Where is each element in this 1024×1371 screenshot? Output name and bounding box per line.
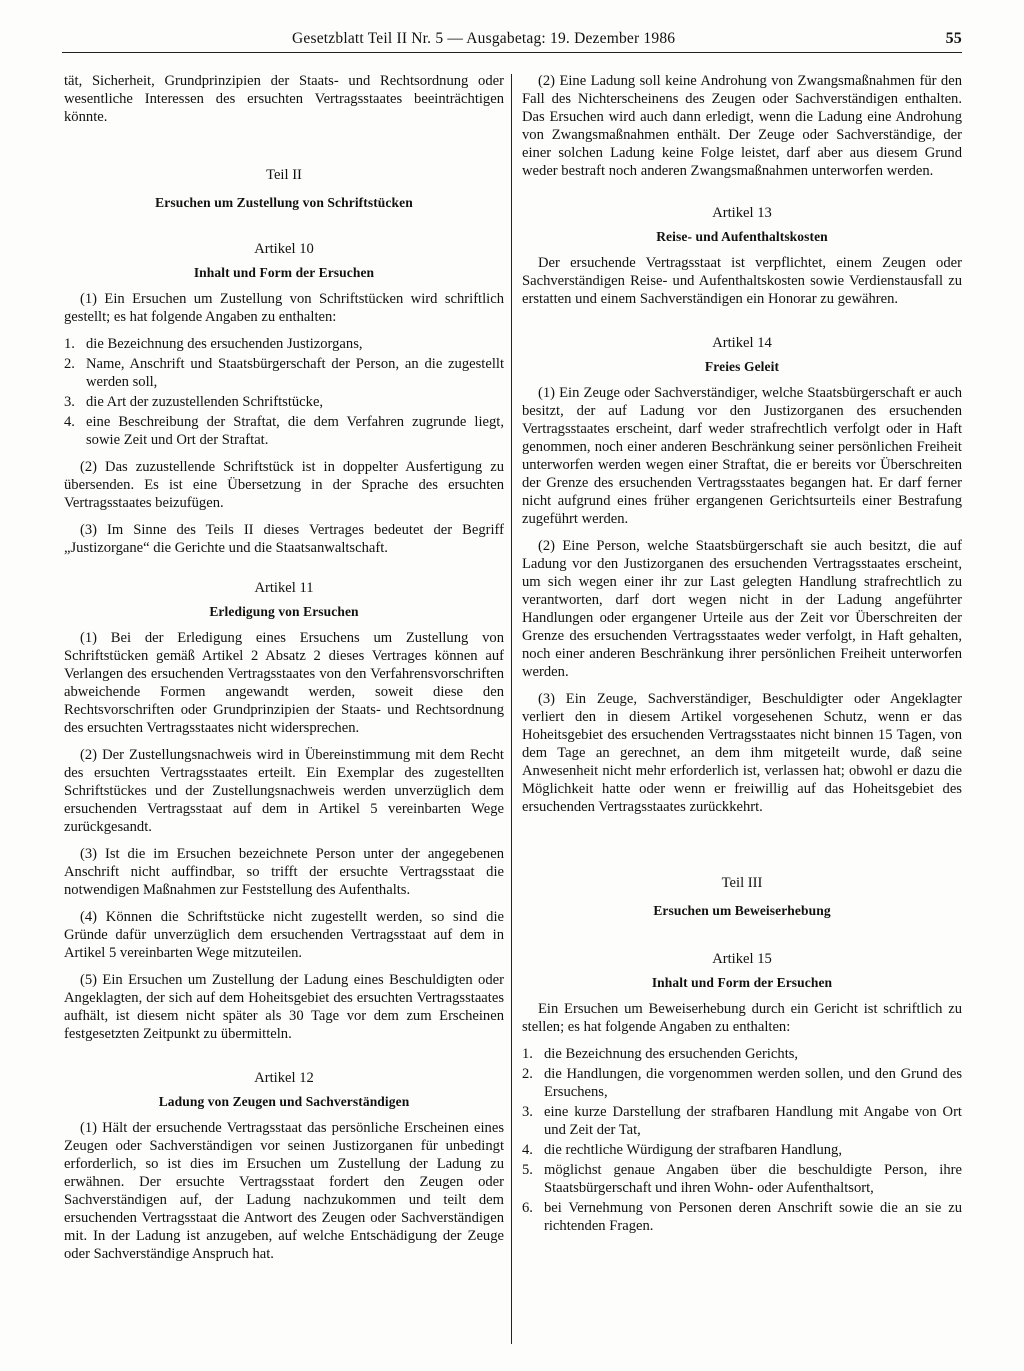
article-12-paragraph-2: (2) Eine Ladung soll keine Androhung von Zwangsmaßnahmen für den Fall des Nichterscheinens des Zeugen oder Sachverständigen enthalten. Das Ersuchen wird auch dann erledigt, wenn die Ladung eine Androhung von Zwangsmaßnahmen enthält. Der Zeuge oder Sachverständige, der einer solchen Ladung keine Folge leistet, darf aber aus diesem Grund weder bestraft noch anderen Zwangsmaßnahmen unterworfen werden. (522, 73, 962, 179)
article-10-label: Artikel 10 (254, 241, 314, 257)
list-item (522, 1141, 962, 1159)
article-12-heading: Ladung von Zeugen und Sachverständigen (158, 1094, 410, 1109)
list-item (522, 1065, 962, 1101)
list-item (64, 355, 504, 391)
list-item-text: eine kurze Darstellung der strafbaren Handlung mit Angabe von Ort und Zeit der Tat, (544, 1104, 962, 1138)
article-13-paragraph-1: Der ersuchende Vertragsstaat ist verpflichtet, einem Zeugen oder Sachverständigen Reise- und Aufenthaltskosten sowie Verdienstausfall zu erstatten und einem Sachverständigen ein Honorar zu gewähren. (522, 255, 962, 307)
article-15-list (522, 1045, 962, 1235)
intro-paragraph: tät, Sicherheit, Grundprinzipien der Staats- und Rechtsordnung oder wesentliche Interessen des ersuchten Vertragsstaates beeinträchtigen könnte. (64, 73, 504, 125)
list-item-text: die Bezeichnung des ersuchenden Justizorgans, (86, 336, 363, 352)
article-10-heading: Inhalt und Form der Ersuchen (193, 265, 375, 280)
right-column (522, 72, 962, 1244)
list-item-text: möglichst genaue Angaben über die beschuldigte Person, ihre Staatsbürgerschaft und ihren Wohn- oder Aufenthaltsort, (544, 1162, 962, 1196)
list-item (64, 335, 504, 353)
article-14-paragraph-2: (2) Eine Person, welche Staatsbürgerschaft sie auch besitzt, die auf Ladung vor den Justizorganen des ersuchenden Vertragsstaates erscheint, um sich wegen einer ihr zur Last gelegten Handlung strafrechtlich zu verantworten, darf dort wegen nicht in der Ladung angeführter Handlungen oder ergangener Urteile aus der Zeit vor Überschreiten der Grenze des ersuchenden Vertragsstaates weder verfolgt, in Haft gehalten, noch einer anderen Beschränkung ihrer persönlichen Freiheit unterworfen werden. (522, 538, 962, 680)
article-11-paragraph-2: (2) Der Zustellungsnachweis wird in Übereinstimmung mit dem Recht des ersuchten Vertragsstaates erteilt. Ein Exemplar des zugestellten Schriftstückes und der Zustellungsnachweis werden unverzüglich dem ersuchenden Vertragsstaat auf dem in Artikel 5 vereinbarten Wege zurückgesandt. (64, 747, 504, 835)
list-item (64, 393, 504, 411)
list-item-text: eine Beschreibung der Straftat, die dem Verfahren zugrunde liegt, sowie Zeit und Ort der Straftat. (86, 414, 504, 448)
article-10-list (64, 335, 504, 449)
article-10-paragraph-2: (2) Das zuzustellende Schriftstück ist in doppelter Ausfertigung zu übersenden. Es ist eine Übersetzung in der Sprache des ersuchten Vertragsstaates beizufügen. (64, 459, 504, 511)
gazette-title: Gesetzblatt Teil II Nr. 5 — Ausgabetag: 19. Dezember 1986 (292, 30, 676, 47)
list-item-number: 6. (522, 1200, 533, 1216)
list-item-number: 1. (522, 1046, 533, 1062)
list-item-text: bei Vernehmung von Personen deren Anschrift sowie die an sie zu richtenden Fragen. (544, 1200, 962, 1234)
list-item (522, 1103, 962, 1139)
header-rule (62, 52, 962, 53)
article-12-paragraph-1: (1) Hält der ersuchende Vertragsstaat das persönliche Erscheinen eines Zeugen oder Sachverständigen vor seinen Justizorganen für unbedingt erforderlich, so ist dies im Ersuchen um Zustellung der Ladung zu erwähnen. Der ersuchte Vertragsstaat fordert den Zeugen oder Sachverständigen auf, der Ladung nachzukommen und teilt dem ersuchenden Vertragsstaat die Antwort des Zeugen oder Sachverständigen mit. In der Ladung ist anzugeben, auf welche Entschädigung der Zeuge oder Sachverständige Anspruch hat. (64, 1120, 504, 1262)
list-item (522, 1045, 962, 1063)
article-10-paragraph-1: (1) Ein Ersuchen um Zustellung von Schriftstücken wird schriftlich gestellt; es hat folgende Angaben zu enthalten: (64, 291, 504, 325)
list-item-text: die Handlungen, die vorgenommen werden sollen, und den Grund des Ersuchens, (544, 1066, 962, 1100)
article-11-paragraph-4: (4) Können die Schriftstücke nicht zugestellt werden, so sind die Gründe dafür unverzüglich dem ersuchenden Vertragsstaat auf dem in Artikel 5 vereinbarten Wege mitzuteilen. (64, 909, 504, 961)
article-13-heading: Reise- und Aufenthaltskosten (656, 229, 828, 244)
list-item-text: die Art der zuzustellenden Schriftstücke, (86, 394, 324, 410)
list-item-text: die Bezeichnung des ersuchenden Gerichts, (544, 1046, 799, 1062)
list-item-number: 1. (64, 336, 75, 352)
list-item (64, 413, 504, 449)
page-header (62, 30, 962, 52)
article-10-paragraph-3: (3) Im Sinne des Teils II dieses Vertrages bedeutet der Begriff „Justizorgane“ die Gerichte und die Staatsanwaltschaft. (64, 522, 504, 556)
article-14-paragraph-3: (3) Ein Zeuge, Sachverständiger, Beschuldigter oder Angeklagter verliert den in diesem Artikel vorgesehenen Schutz, wenn er das Hoheitsgebiet des ersuchenden Vertragsstaates nicht binnen 15 Tagen, von dem Tage an gerechnet, an dem ihm mitgeteilt wurde, daß seine Anwesenheit nicht mehr erforderlich ist, verlassen hat; obwohl er dazu die Möglichkeit hatte oder wenn er freiwillig auf das Hoheitsgebiet des ersuchenden Vertragsstaates zurückkehrt. (522, 691, 962, 815)
list-item-text: Name, Anschrift und Staatsbürgerschaft der Person, an die zugestellt werden soll, (86, 356, 504, 390)
page-number: 55 (945, 30, 962, 47)
list-item-number: 4. (64, 414, 75, 430)
article-13-label: Artikel 13 (712, 205, 772, 221)
article-11-heading: Erledigung von Ersuchen (209, 604, 359, 619)
article-12-label: Artikel 12 (254, 1070, 314, 1086)
article-11-paragraph-3: (3) Ist die im Ersuchen bezeichnete Person unter der angegebenen Anschrift nicht auffindbar, so trifft der ersuchte Vertragsstaat die notwendigen Maßnahmen zur Feststellung des Aufenthalts. (64, 846, 504, 898)
part-iii-heading: Ersuchen um Beweiserhebung (653, 903, 831, 918)
list-item-text: die rechtliche Würdigung der strafbaren Handlung, (544, 1142, 842, 1158)
article-14-label: Artikel 14 (712, 335, 772, 351)
article-15-paragraph-1: Ein Ersuchen um Beweiserhebung durch ein Gericht ist schriftlich zu stellen; es hat folgende Angaben zu enthalten: (522, 1001, 962, 1035)
article-14-heading: Freies Geleit (704, 359, 780, 374)
list-item-number: 2. (522, 1066, 533, 1082)
part-iii-label: Teil III (721, 875, 763, 891)
left-column (64, 72, 504, 1272)
article-15-label: Artikel 15 (712, 951, 772, 967)
article-14-paragraph-1: (1) Ein Zeuge oder Sachverständiger, welche Staatsbürgerschaft er auch besitzt, der auf Ladung vor den Justizorganen des ersuchenden Vertragsstaates erscheint, darf weder strafrechtlich verfolgt oder in Haft genommen, noch einer anderen Beschränkung seiner persönlichen Freiheit unterworfen werden wegen einer Straftat, die er bereits vor Überschreiten der Grenze des ersuchenden Vertragsstaates begangen hat. Er darf ferner nicht aufgrund eines früher ergangenen Gerichtsurteils einer Bestrafung zugeführt werden. (522, 385, 962, 527)
part-ii-heading: Ersuchen um Zustellung von Schriftstücken (155, 195, 413, 210)
list-item-number: 3. (64, 394, 75, 410)
list-item (522, 1161, 962, 1197)
article-11-paragraph-1: (1) Bei der Erledigung eines Ersuchens um Zustellung von Schriftstücken gemäß Artikel 2 Absatz 2 dieses Vertrages können auf Verlangen des ersuchenden Vertragsstaates von den Verfahrensvorschriften abweichende Formen angewandt werden, soweit diese den Rechtsvorschriften oder Grundprinzipien der Staats- und Rechtsordnung des ersuchten Vertragsstaates nicht widersprechen. (64, 630, 504, 736)
article-15-heading: Inhalt und Form der Ersuchen (651, 975, 833, 990)
list-item-number: 5. (522, 1162, 533, 1178)
list-item-number: 4. (522, 1142, 533, 1158)
list-item-number: 3. (522, 1104, 533, 1120)
list-item-number: 2. (64, 356, 75, 372)
list-item (522, 1199, 962, 1235)
column-divider (511, 74, 512, 1344)
part-ii-label: Teil II (266, 167, 302, 183)
article-11-label: Artikel 11 (254, 580, 314, 596)
article-11-paragraph-5: (5) Ein Ersuchen um Zustellung der Ladung eines Beschuldigten oder Angeklagten, der sich auf dem Hoheitsgebiet des ersuchten Vertragsstaates aufhält, ist diesem nicht später als 30 Tage vor dem zum Erscheinen festgesetzten Zeitpunkt zu übermitteln. (64, 972, 504, 1042)
